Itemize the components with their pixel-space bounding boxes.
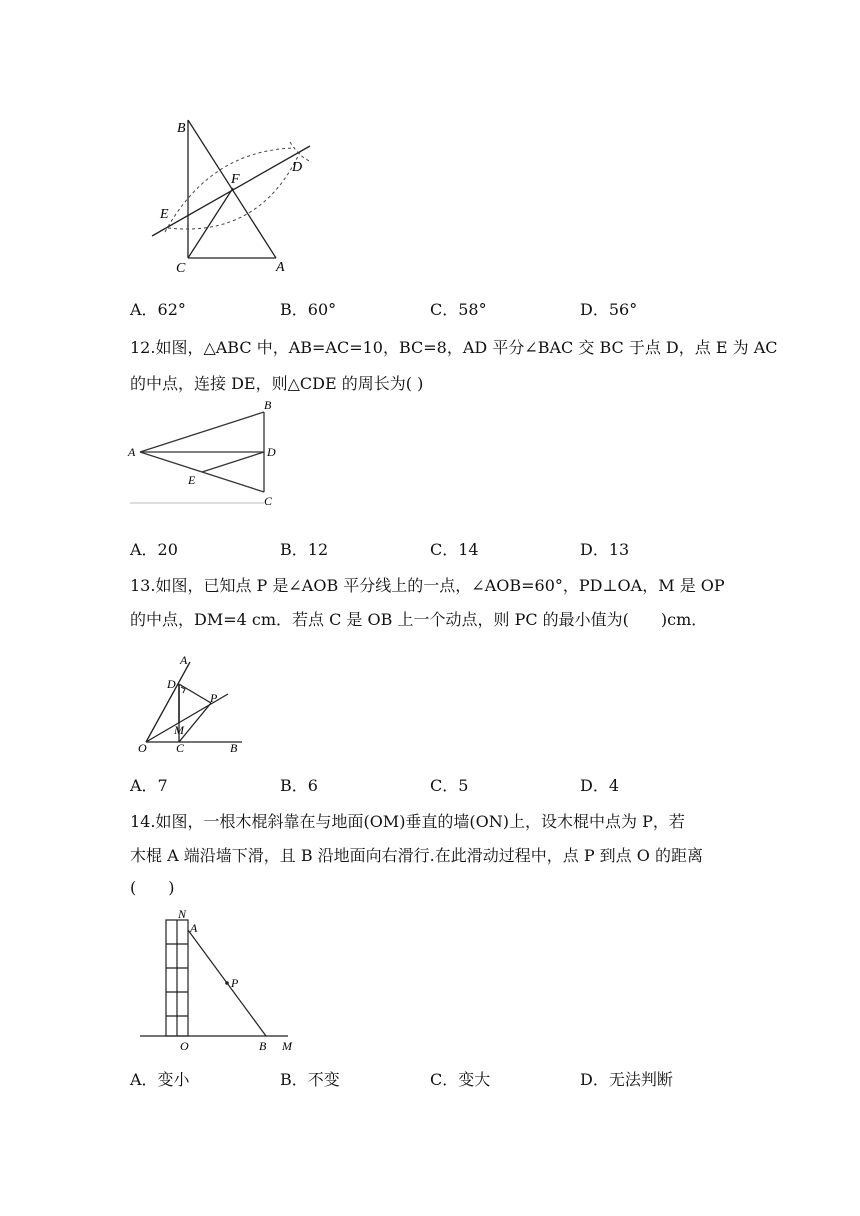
q12-option-d[interactable]: D．13 (580, 540, 630, 559)
q11-option-d[interactable]: D．56° (580, 300, 638, 319)
q14-label-M: M (282, 1039, 292, 1053)
q13-label-P: P (210, 691, 218, 705)
q11-label-A: A (276, 260, 285, 275)
q12-label-D: D (267, 445, 276, 459)
q12-text-line1: 12.如图，△ABC 中，AB=AC=10，BC=8，AD 平分∠BAC 交 BC 于点 D，点 E 为 AC (130, 338, 778, 357)
q11-figure (140, 110, 330, 280)
q14-text-line2: 木棍 A 端沿墙下滑，且 B 沿地面向右滑行.在此滑动过程中，点 P 到点 O 的距离 (130, 846, 703, 865)
q12-label-B: B (264, 398, 272, 412)
q14-label-B: B (259, 1039, 267, 1053)
q11-label-C: C (176, 261, 186, 276)
q13-label-B: B (230, 741, 238, 755)
q13-option-b[interactable]: B．6 (280, 776, 318, 795)
q12-label-E: E (188, 473, 196, 487)
q13-label-O: O (138, 741, 147, 755)
q14-figure (136, 906, 306, 1056)
q12-label-A: A (128, 445, 136, 459)
q14-option-c[interactable]: C．变大 (430, 1070, 491, 1089)
q11-label-D: D (292, 160, 303, 175)
q12-text-line2: 的中点，连接 DE，则△CDE 的周长为( ) (130, 374, 424, 393)
q12-option-a[interactable]: A．20 (130, 540, 178, 559)
q11-label-E: E (160, 207, 169, 222)
q12-option-c[interactable]: C．14 (430, 540, 479, 559)
q11-option-b[interactable]: B．60° (280, 300, 337, 319)
q14-label-P: P (231, 976, 239, 990)
q11-option-a[interactable]: A．62° (130, 300, 186, 319)
q13-label-A: A (180, 653, 188, 667)
q13-label-C: C (176, 741, 185, 755)
q13-label-D: D (167, 677, 176, 691)
q14-text-line3: ( ) (130, 878, 175, 897)
q12-option-b[interactable]: B．12 (280, 540, 329, 559)
q14-option-a[interactable]: A．变小 (130, 1070, 190, 1089)
q13-option-c[interactable]: C．5 (430, 776, 469, 795)
q13-text-line2: 的中点，DM=4 cm．若点 C 是 OB 上一个动点，则 PC 的最小值为( )cm． (130, 610, 708, 629)
q14-label-O: O (180, 1039, 189, 1053)
q13-figure (136, 652, 256, 756)
q13-label-M: M (174, 723, 184, 737)
q14-text-line1: 14.如图，一根木棍斜靠在与地面(OM)垂直的墙(ON)上，设木棍中点为 P，若 (130, 812, 685, 831)
q14-label-N: N (178, 907, 187, 921)
q11-label-F: F (231, 172, 240, 187)
q14-label-A: A (190, 921, 198, 935)
q12-label-C: C (264, 494, 273, 508)
q13-text-line1: 13.如图，已知点 P 是∠AOB 平分线上的一点，∠AOB=60°，PD⊥OA，M 是 OP (130, 576, 725, 595)
q14-option-d[interactable]: D．无法判断 (580, 1070, 673, 1089)
q11-option-c[interactable]: C．58° (430, 300, 487, 319)
q13-option-d[interactable]: D．4 (580, 776, 620, 795)
q14-option-b[interactable]: B．不变 (280, 1070, 340, 1089)
q11-label-B: B (177, 121, 186, 136)
q13-option-a[interactable]: A．7 (130, 776, 168, 795)
q12-figure (124, 396, 284, 512)
